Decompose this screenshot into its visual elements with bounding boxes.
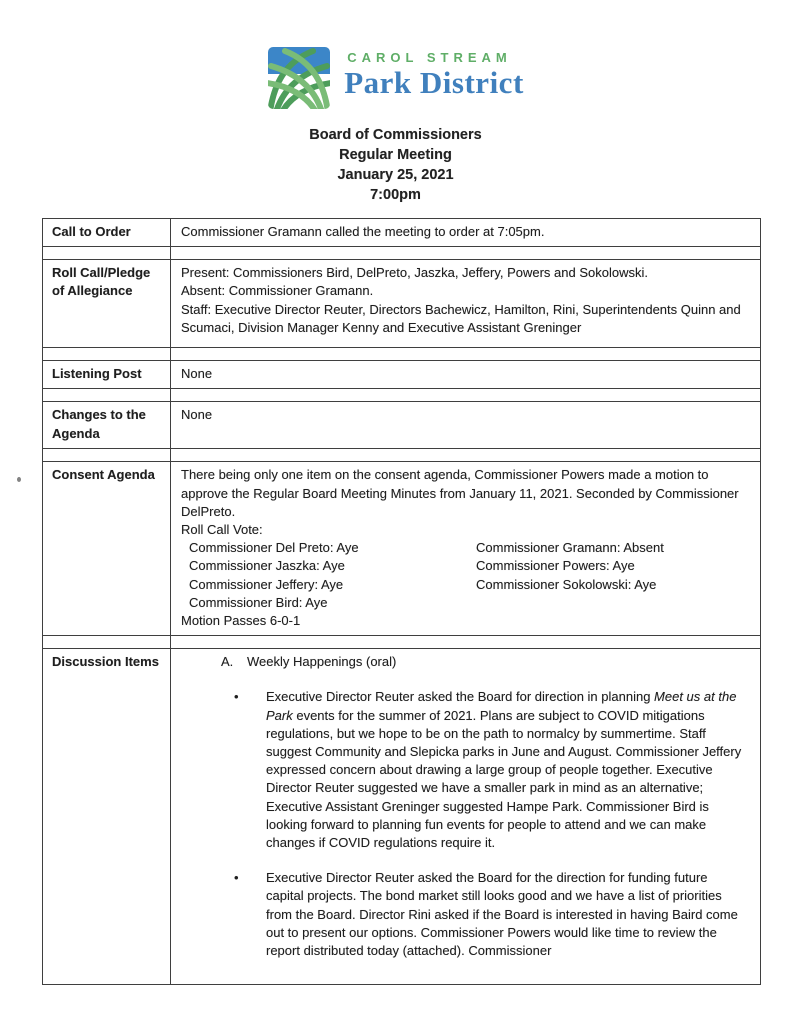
spacer-row bbox=[43, 247, 761, 260]
scan-artifact bbox=[17, 477, 21, 482]
vote-entry: Commissioner Del Preto: Aye bbox=[189, 540, 359, 556]
bullet-icon: • bbox=[234, 689, 239, 705]
consent-agenda-content bbox=[171, 462, 761, 636]
park-district-logo-icon bbox=[267, 46, 331, 110]
brand-name-bottom: Park District bbox=[344, 65, 524, 100]
call-to-order-label: Call to Order bbox=[43, 219, 171, 247]
spacer-cell bbox=[171, 348, 761, 361]
bullet-1-italic: Meet us at the Park bbox=[266, 689, 737, 723]
row-discussion-items bbox=[43, 649, 761, 985]
spacer-row bbox=[43, 348, 761, 361]
spacer-cell bbox=[171, 389, 761, 402]
logo-text bbox=[344, 46, 524, 100]
vote-grid bbox=[181, 539, 746, 612]
spacer-cell bbox=[43, 449, 171, 462]
spacer-cell bbox=[43, 636, 171, 649]
motion-result: Motion Passes 6-0-1 bbox=[181, 613, 301, 629]
meeting-heading bbox=[0, 125, 791, 205]
agenda-item-a bbox=[221, 653, 746, 671]
vote-entry: Commissioner Powers: Aye bbox=[476, 558, 635, 574]
row-call-to-order bbox=[43, 219, 761, 247]
consent-agenda-label: Consent Agenda bbox=[43, 462, 171, 636]
staff-line: Staff: Executive Director Reuter, Directors Bachewicz, Hamilton, Rini, Superintendents Quinn and Scumaci, Division Manager Kenny and Executive Assistant Greninger bbox=[181, 301, 741, 335]
heading-date: January 25, 2021 bbox=[337, 167, 454, 183]
row-consent-agenda bbox=[43, 462, 761, 636]
bullet-icon: • bbox=[234, 870, 239, 886]
spacer-cell bbox=[171, 247, 761, 260]
bullet-1-post: events for the summer of 2021. Plans are subject to COVID mitigations regulations, but we hope to be on the path to normalcy by summertime. Staff suggest Community and Slepicka parks in June and August. Commissioner Jeffery expressed concern about drawing a large group of people together. Executive Director Reuter suggested we have a smaller park in mind as an alternative; Executive Assistant Greninger suggested Hampe Park. Commissioner Bird is looking forward to planning fun events for people to attend and we can make changes if COVID regulations require it. bbox=[266, 707, 742, 851]
consent-motion-text: There being only one item on the consent agenda, Commissioner Powers made a motion to approve the Regular Board Meeting Minutes from January 11, 2021. Seconded by Commissioner DelPreto. bbox=[181, 467, 739, 519]
vote-entry: Commissioner Jaszka: Aye bbox=[189, 558, 345, 574]
row-listening-post bbox=[43, 361, 761, 389]
listening-post-label: Listening Post bbox=[43, 361, 171, 389]
absent-line: Absent: Commissioner Gramann. bbox=[181, 283, 374, 299]
discussion-bullet-1 bbox=[234, 688, 746, 852]
spacer-cell bbox=[43, 348, 171, 361]
vote-entry: Commissioner Sokolowski: Aye bbox=[476, 576, 657, 592]
spacer-row bbox=[43, 636, 761, 649]
vote-entry: Commissioner Gramann: Absent bbox=[476, 540, 664, 556]
spacer-cell bbox=[171, 636, 761, 649]
roll-call-label: Roll Call/Pledge of Allegiance bbox=[43, 260, 171, 348]
bullet-1-pre: Executive Director Reuter asked the Board for direction in planning bbox=[266, 689, 655, 705]
spacer-cell bbox=[171, 449, 761, 462]
discussion-bullet-2 bbox=[234, 869, 746, 960]
row-changes-to-agenda bbox=[43, 402, 761, 449]
discussion-items-label: Discussion Items bbox=[43, 649, 171, 985]
present-line: Present: Commissioners Bird, DelPreto, Jaszka, Jeffery, Powers and Sokolowski. bbox=[181, 265, 648, 281]
spacer-cell bbox=[43, 389, 171, 402]
item-a-marker: A. bbox=[221, 654, 234, 670]
vote-entry-empty bbox=[476, 594, 746, 612]
changes-content: None bbox=[171, 402, 761, 449]
roll-call-content bbox=[171, 260, 761, 348]
park-district-logo bbox=[267, 46, 524, 110]
call-to-order-content: Commissioner Gramann called the meeting to order at 7:05pm. bbox=[171, 219, 761, 247]
heading-meeting-type: Regular Meeting bbox=[339, 147, 452, 163]
changes-label: Changes to the Agenda bbox=[43, 402, 171, 449]
vote-entry: Commissioner Bird: Aye bbox=[189, 594, 328, 610]
row-roll-call bbox=[43, 260, 761, 348]
listening-post-content: None bbox=[171, 361, 761, 389]
minutes-table bbox=[42, 218, 761, 985]
spacer-row bbox=[43, 449, 761, 462]
roll-call-vote-heading: Roll Call Vote: bbox=[181, 522, 263, 538]
spacer-cell bbox=[43, 247, 171, 260]
heading-board: Board of Commissioners bbox=[309, 127, 482, 143]
brand-name-top: CAROL STREAM bbox=[347, 50, 512, 65]
spacer-row bbox=[43, 389, 761, 402]
discussion-items-content bbox=[171, 649, 761, 985]
item-a-title: Weekly Happenings (oral) bbox=[247, 654, 397, 670]
bullet-2-text: Executive Director Reuter asked the Board for the direction for funding future capital projects. The bond market still looks good and we have a list of priorities from the Board. Director Rini asked if the Board is interested in having Baird come out to present our options. Commissioner Powers would like time to review the report distributed today (attached). Commissioner bbox=[266, 870, 738, 959]
vote-entry: Commissioner Jeffery: Aye bbox=[189, 576, 344, 592]
heading-time: 7:00pm bbox=[370, 187, 421, 203]
bullet-1-text bbox=[266, 688, 746, 852]
